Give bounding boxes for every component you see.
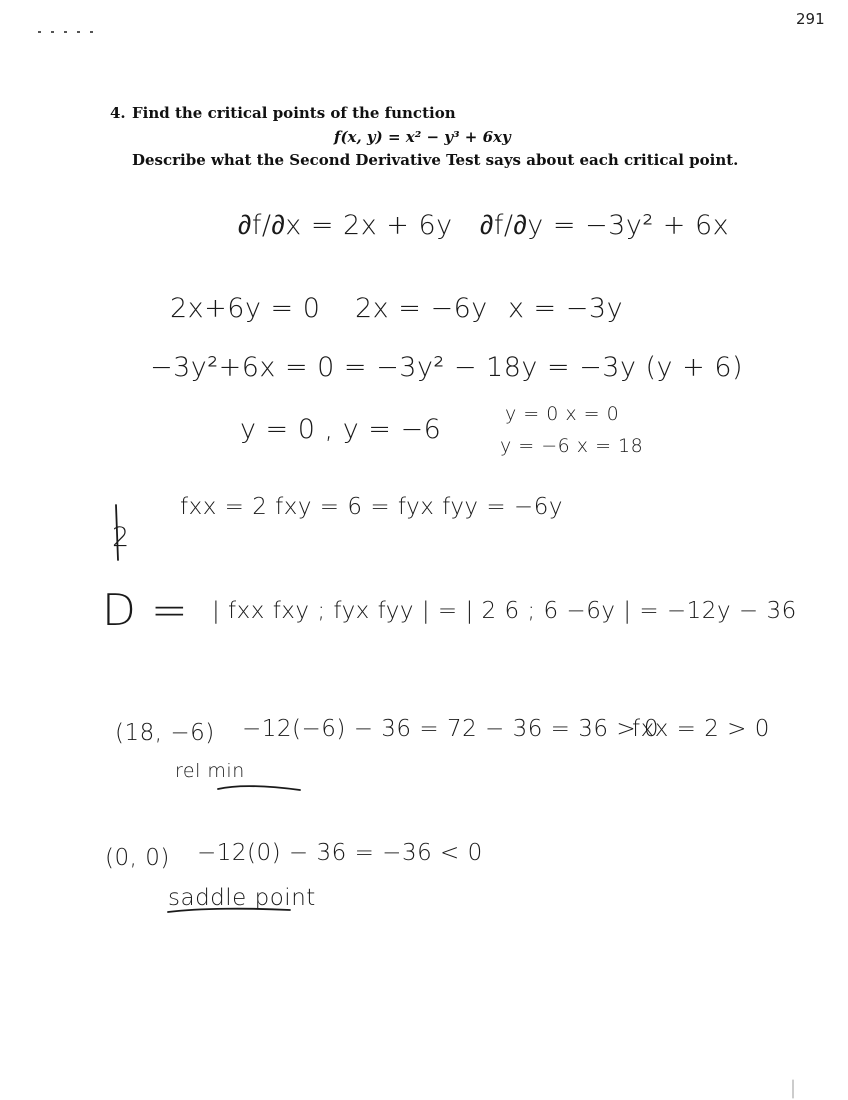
problem-prompt: Find the critical points of the function — [132, 104, 456, 122]
partial-y: ∂f/∂y = −3y² + 6x — [480, 210, 730, 241]
partial-x: ∂f/∂x = 2x + 6y — [238, 210, 453, 241]
point-1-result: rel min — [175, 760, 245, 782]
equation-1b: 2x = −6y — [355, 293, 488, 324]
point-2-coord: (0, 0) — [105, 845, 170, 871]
determinant-label: D = — [102, 585, 189, 636]
critical-pair-2: y = −6 x = 18 — [500, 435, 644, 457]
point-1-fxx: fxx = 2 > 0 — [632, 716, 770, 742]
problem-number: 4. — [110, 104, 126, 122]
problem-function: f(x, y) = x² − y³ + 6xy — [334, 128, 511, 146]
margin-bar-stroke — [116, 505, 118, 560]
problem-instruction: Describe what the Second Derivative Test says about each critical point. — [132, 151, 739, 169]
point-1-coord: (18, −6) — [115, 720, 215, 746]
equation-1a: 2x+6y = 0 — [170, 293, 321, 324]
equation-1c: x = −3y — [508, 293, 624, 324]
point-2-calc: −12(0) − 36 = −36 < 0 — [197, 840, 483, 866]
page-number: 291 — [796, 10, 825, 28]
second-partials: fxx = 2 fxy = 6 = fyx fyy = −6y — [180, 494, 563, 520]
margin-mark: 2 — [112, 522, 130, 553]
point-1-calc: −12(−6) − 36 = 72 − 36 = 36 > 0 — [242, 716, 660, 742]
determinant-matrix: | fxx fxy ; fyx fyy | = | 2 6 ; 6 −6y | = −12y − 36 — [212, 598, 797, 624]
underline-min-stroke — [218, 786, 300, 790]
y-roots: y = 0 , y = −6 — [240, 414, 442, 445]
equation-2: −3y²+6x = 0 = −3y² − 18y = −3y (y + 6) — [150, 352, 744, 383]
point-2-result: saddle point — [168, 885, 316, 911]
critical-pair-1: y = 0 x = 0 — [505, 403, 620, 425]
underline-saddle-stroke — [168, 909, 290, 912]
